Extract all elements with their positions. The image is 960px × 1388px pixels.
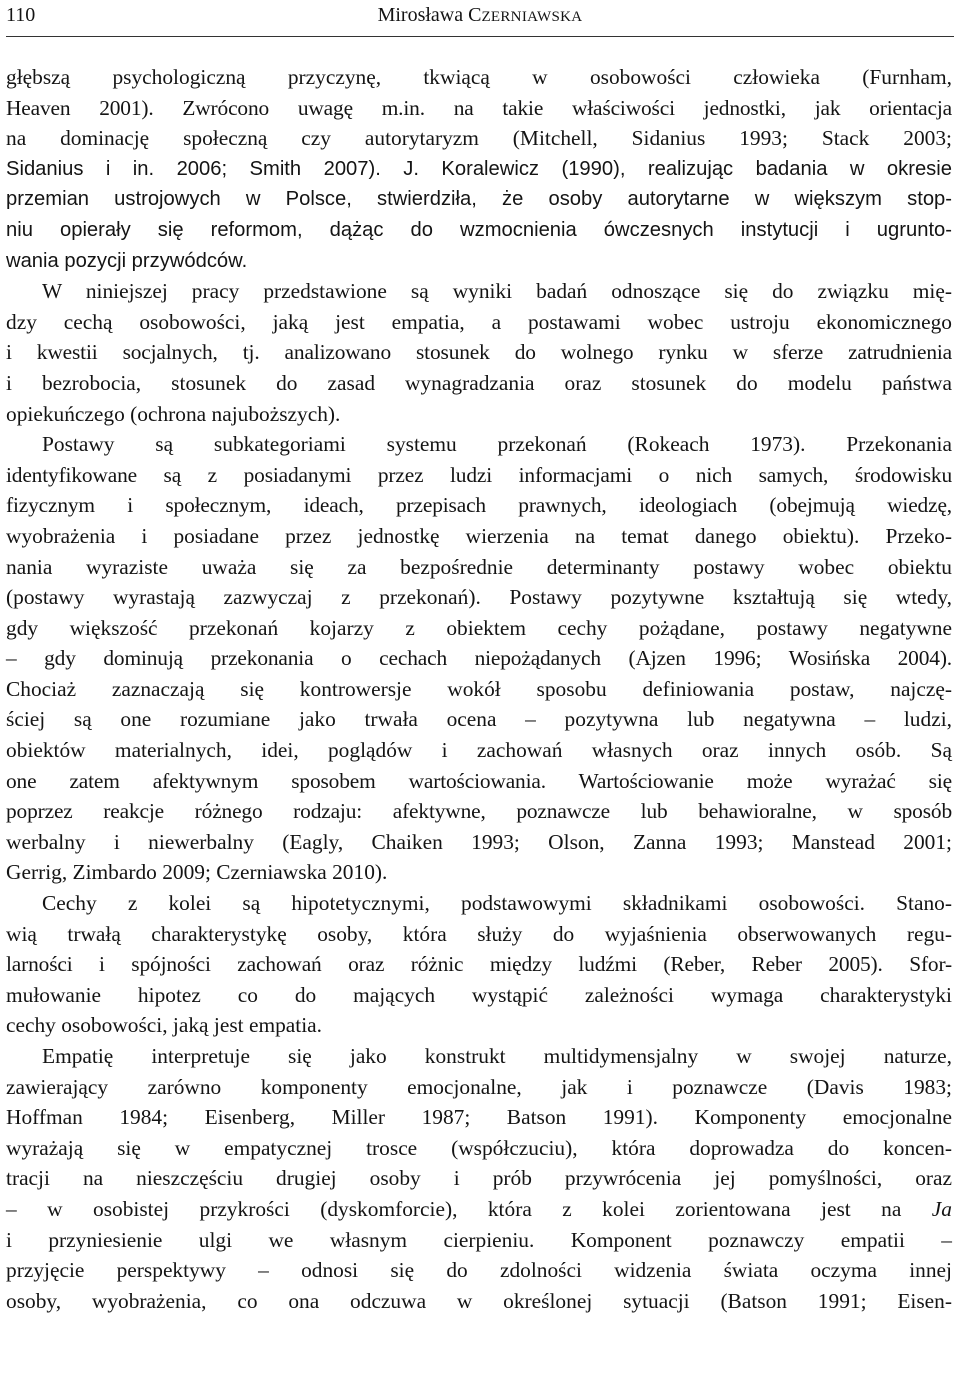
text-line: nania wyraziste uważa się za bezpośrednie determinanty postawy wobec obiektu xyxy=(6,554,952,579)
text-line: Sidanius i in. 2006; Smith 2007). J. Koralewicz (1990), realizując badania w okresie xyxy=(6,157,952,180)
text-line: fizycznym i społecznym, ideach, przepisach prawnych, ideologiach (obejmują wiedzę, xyxy=(6,493,952,518)
author-surname-smallcaps: ZERNIAWSKA xyxy=(481,9,583,25)
text-run: – w osobistej przykrości (dyskomforcie), która z kolei zorientowana jest na xyxy=(6,1196,932,1221)
text-line: mułowanie hipotez co do mających wystąpić zależności wymaga charakterystyki xyxy=(6,982,952,1007)
text-line: przemian ustrojowych w Polsce, stwierdziła, że osoby autorytarne w większym stop- xyxy=(6,188,952,211)
text-line: larności i spójności zachowań oraz różnic między ludźmi (Reber, Reber 2005). Sfor- xyxy=(6,952,952,977)
text-line: Postawy są subkategoriami systemu przekonań (Rokeach 1973). Przekonania xyxy=(42,432,952,457)
page-number: 110 xyxy=(6,4,36,26)
text-line: tracji na nieszczęściu drugiej osoby i prób przywrócenia jej pomyślności, oraz xyxy=(6,1166,952,1191)
text-line: one zatem afektywnym sposobem wartościowania. Wartościowanie może wyrażać się xyxy=(6,768,952,793)
text-line: Hoffman 1984; Eisenberg, Miller 1987; Batson 1991). Komponenty emocjonalne xyxy=(6,1105,952,1130)
header-rule xyxy=(6,36,954,37)
text-line: i bezrobocia, stosunek do zasad wynagradzania oraz stosunek do modelu państwa xyxy=(6,370,952,395)
italic-term: Ja xyxy=(931,1196,952,1221)
text-line: W niniejszej pracy przedstawione są wyniki badań odnoszące się do związku mię- xyxy=(42,279,952,304)
text-line: i przyniesienie ulgi we własnym cierpieniu. Komponent poznawczy empatii – xyxy=(6,1227,952,1252)
text-line: na dominację społeczną czy autorytaryzm (Mitchell, Sidanius 1993; Stack 2003; xyxy=(6,126,952,151)
text-line: identyfikowane są z posiadanymi przez ludzi informacjami o nich samych, środowisku xyxy=(6,462,952,487)
text-line: Cechy z kolei są hipotetycznymi, podstawowymi składnikami osobowości. Stano- xyxy=(42,891,952,916)
author-surname-initial: C xyxy=(468,4,482,26)
text-line: wania pozycji przywódców. xyxy=(6,249,248,272)
text-line: obiektów materialnych, idei, poglądów i zachowań własnych oraz innych osób. Są xyxy=(6,738,952,763)
text-line: osoby, wyobrażenia, co ona odczuwa w określonej sytuacji (Batson 1991; Eisen- xyxy=(6,1288,952,1313)
text-line: Heaven 2001). Zwrócono uwagę m.in. na takie właściwości jednostki, jak orientacja xyxy=(6,95,952,120)
text-line: cechy osobowości, jaką jest empatia. xyxy=(6,1013,323,1038)
author-first-name: Mirosława xyxy=(377,4,469,26)
text-line xyxy=(6,1194,952,1225)
text-line: wią trwałą charakterystykę osoby, która służy do wyjaśnienia obserwowanych regu- xyxy=(6,921,952,946)
text-line: Gerrig, Zimbardo 2009; Czerniawska 2010). xyxy=(6,860,388,885)
text-line: dzy cechą osobowości, jaką jest empatia, a postawami wobec ustroju ekonomicznego xyxy=(6,309,952,334)
text-line: Empatię interpretuje się jako konstrukt multidymensjalny w swojej naturze, xyxy=(42,1044,952,1068)
text-line: wyobrażenia i posiadane przez jednostkę wierzenia na temat danego obiektu). Przeko- xyxy=(6,523,952,548)
text-line: zawierający zarówno komponenty emocjonalne, jak i poznawcze (Davis 1983; xyxy=(6,1074,952,1099)
text-line: głębszą psychologiczną przyczynę, tkwiącą w osobowości człowieka (Furnham, xyxy=(6,65,952,89)
body-text xyxy=(6,62,952,1316)
text-line: przyjęcie perspektywy – odnosi się do zdolności widzenia świata oczyma innej xyxy=(6,1258,952,1283)
text-line: gdy większość przekonań kojarzy z obiektem cechy pożądane, postawy negatywne xyxy=(6,615,952,640)
text-line: i kwestii socjalnych, tj. analizowano stosunek do wolnego rynku w sferze zatrudnienia xyxy=(6,340,952,365)
text-line: wyrażają się w empatycznej trosce (współczuciu), która doprowadza do koncen- xyxy=(6,1135,952,1160)
text-line: opiekuńczego (ochrona najuboższych). xyxy=(6,401,341,426)
running-head xyxy=(6,2,954,32)
text-line: (postawy wyrastają zazwyczaj z przekonań). Postawy pozytywne kształtują się wtedy, xyxy=(6,585,952,610)
text-line: – gdy dominują przekonania o cechach niepożądanych (Ajzen 1996; Wosińska 2004). xyxy=(6,646,952,671)
text-line: poprzez reakcje różnego rodzaju: afektywne, poznawcze lub behawioralne, w sposób xyxy=(6,799,952,824)
text-line: Chociaż zaznaczają się kontrowersje wokół sposobu definiowania postaw, najczę- xyxy=(6,676,952,701)
text-line: ściej są one rozumiane jako trwała ocena – pozytywna lub negatywna – ludzi, xyxy=(6,707,952,732)
running-author xyxy=(6,2,954,30)
text-line: werbalny i niewerbalny (Eagly, Chaiken 1993; Olson, Zanna 1993; Manstead 2001; xyxy=(6,829,952,854)
text-line: niu opierały się reformom, dążąc do wzmocnienia ówczesnych instytucji i ugrunto- xyxy=(6,218,952,241)
